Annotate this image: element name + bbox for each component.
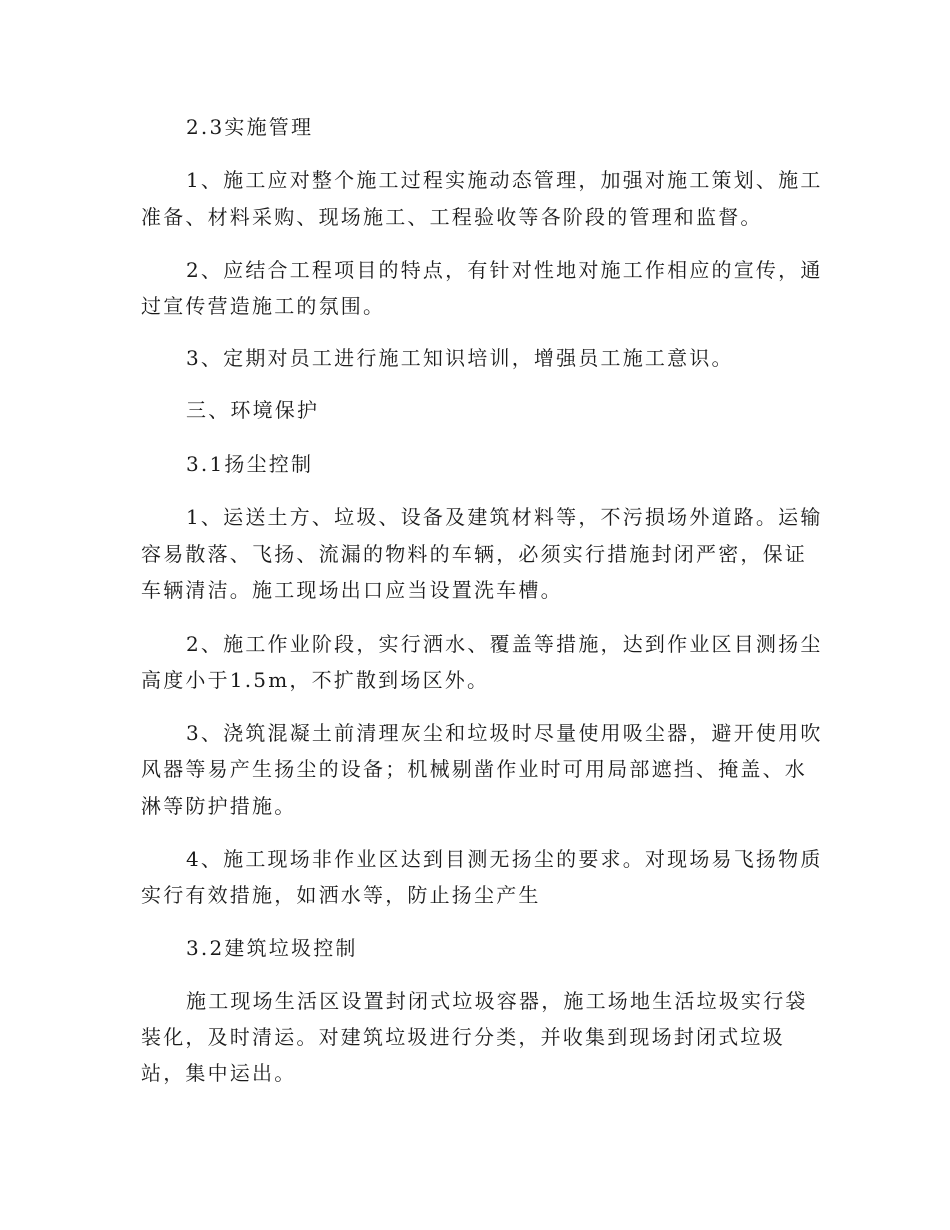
section-heading-2-3: 2.3实施管理 [186, 115, 314, 139]
paragraph-line: 3、定期对员工进行施工知识培训，增强员工施工意识。 [186, 346, 734, 370]
paragraph-line: 风器等易产生扬尘的设备；机械剔凿作业时可用局部遮挡、掩盖、水 [141, 757, 807, 781]
paragraph-line: 装化，及时清运。对建筑垃圾进行分类，并收集到现场封闭式垃圾 [141, 1025, 785, 1049]
paragraph-line: 2、应结合工程项目的特点，有针对性地对施工作相应的宣传，通 [186, 258, 823, 282]
paragraph-line: 车辆清洁。施工现场出口应当设置洗车槽。 [141, 578, 563, 602]
paragraph-line: 过宣传营造施工的氛围。 [141, 294, 386, 318]
paragraph-line: 淋等防护措施。 [141, 794, 297, 818]
paragraph-line: 准备、材料采购、现场施工、工程验收等各阶段的管理和监督。 [141, 205, 763, 229]
section-heading-3-2: 3.2建筑垃圾控制 [186, 936, 358, 960]
paragraph-line: 4、施工现场非作业区达到目测无扬尘的要求。对现场易飞扬物质 [186, 847, 823, 871]
paragraph-line: 1、施工应对整个施工过程实施动态管理，加强对施工策划、施工 [186, 168, 823, 192]
paragraph-line: 站，集中运出。 [141, 1061, 297, 1085]
paragraph-line: 容易散落、飞扬、流漏的物料的车辆，必须实行措施封闭严密，保证 [141, 542, 807, 566]
paragraph-line: 1、运送土方、垃圾、设备及建筑材料等，不污损场外道路。运输 [186, 505, 823, 529]
paragraph-line: 实行有效措施，如洒水等，防止扬尘产生 [141, 883, 541, 907]
paragraph-line: 3、浇筑混凝土前清理灰尘和垃圾时尽量使用吸尘器，避开使用吹 [186, 721, 823, 745]
paragraph-line: 高度小于1.5m，不扩散到场区外。 [141, 668, 490, 692]
paragraph-line: 施工现场生活区设置封闭式垃圾容器，施工场地生活垃圾实行袋 [186, 989, 808, 1013]
section-heading-3-1: 3.1扬尘控制 [186, 452, 314, 476]
section-heading-3: 三、环境保护 [186, 398, 320, 422]
paragraph-line: 2、施工作业阶段，实行洒水、覆盖等措施，达到作业区目测扬尘 [186, 632, 823, 656]
